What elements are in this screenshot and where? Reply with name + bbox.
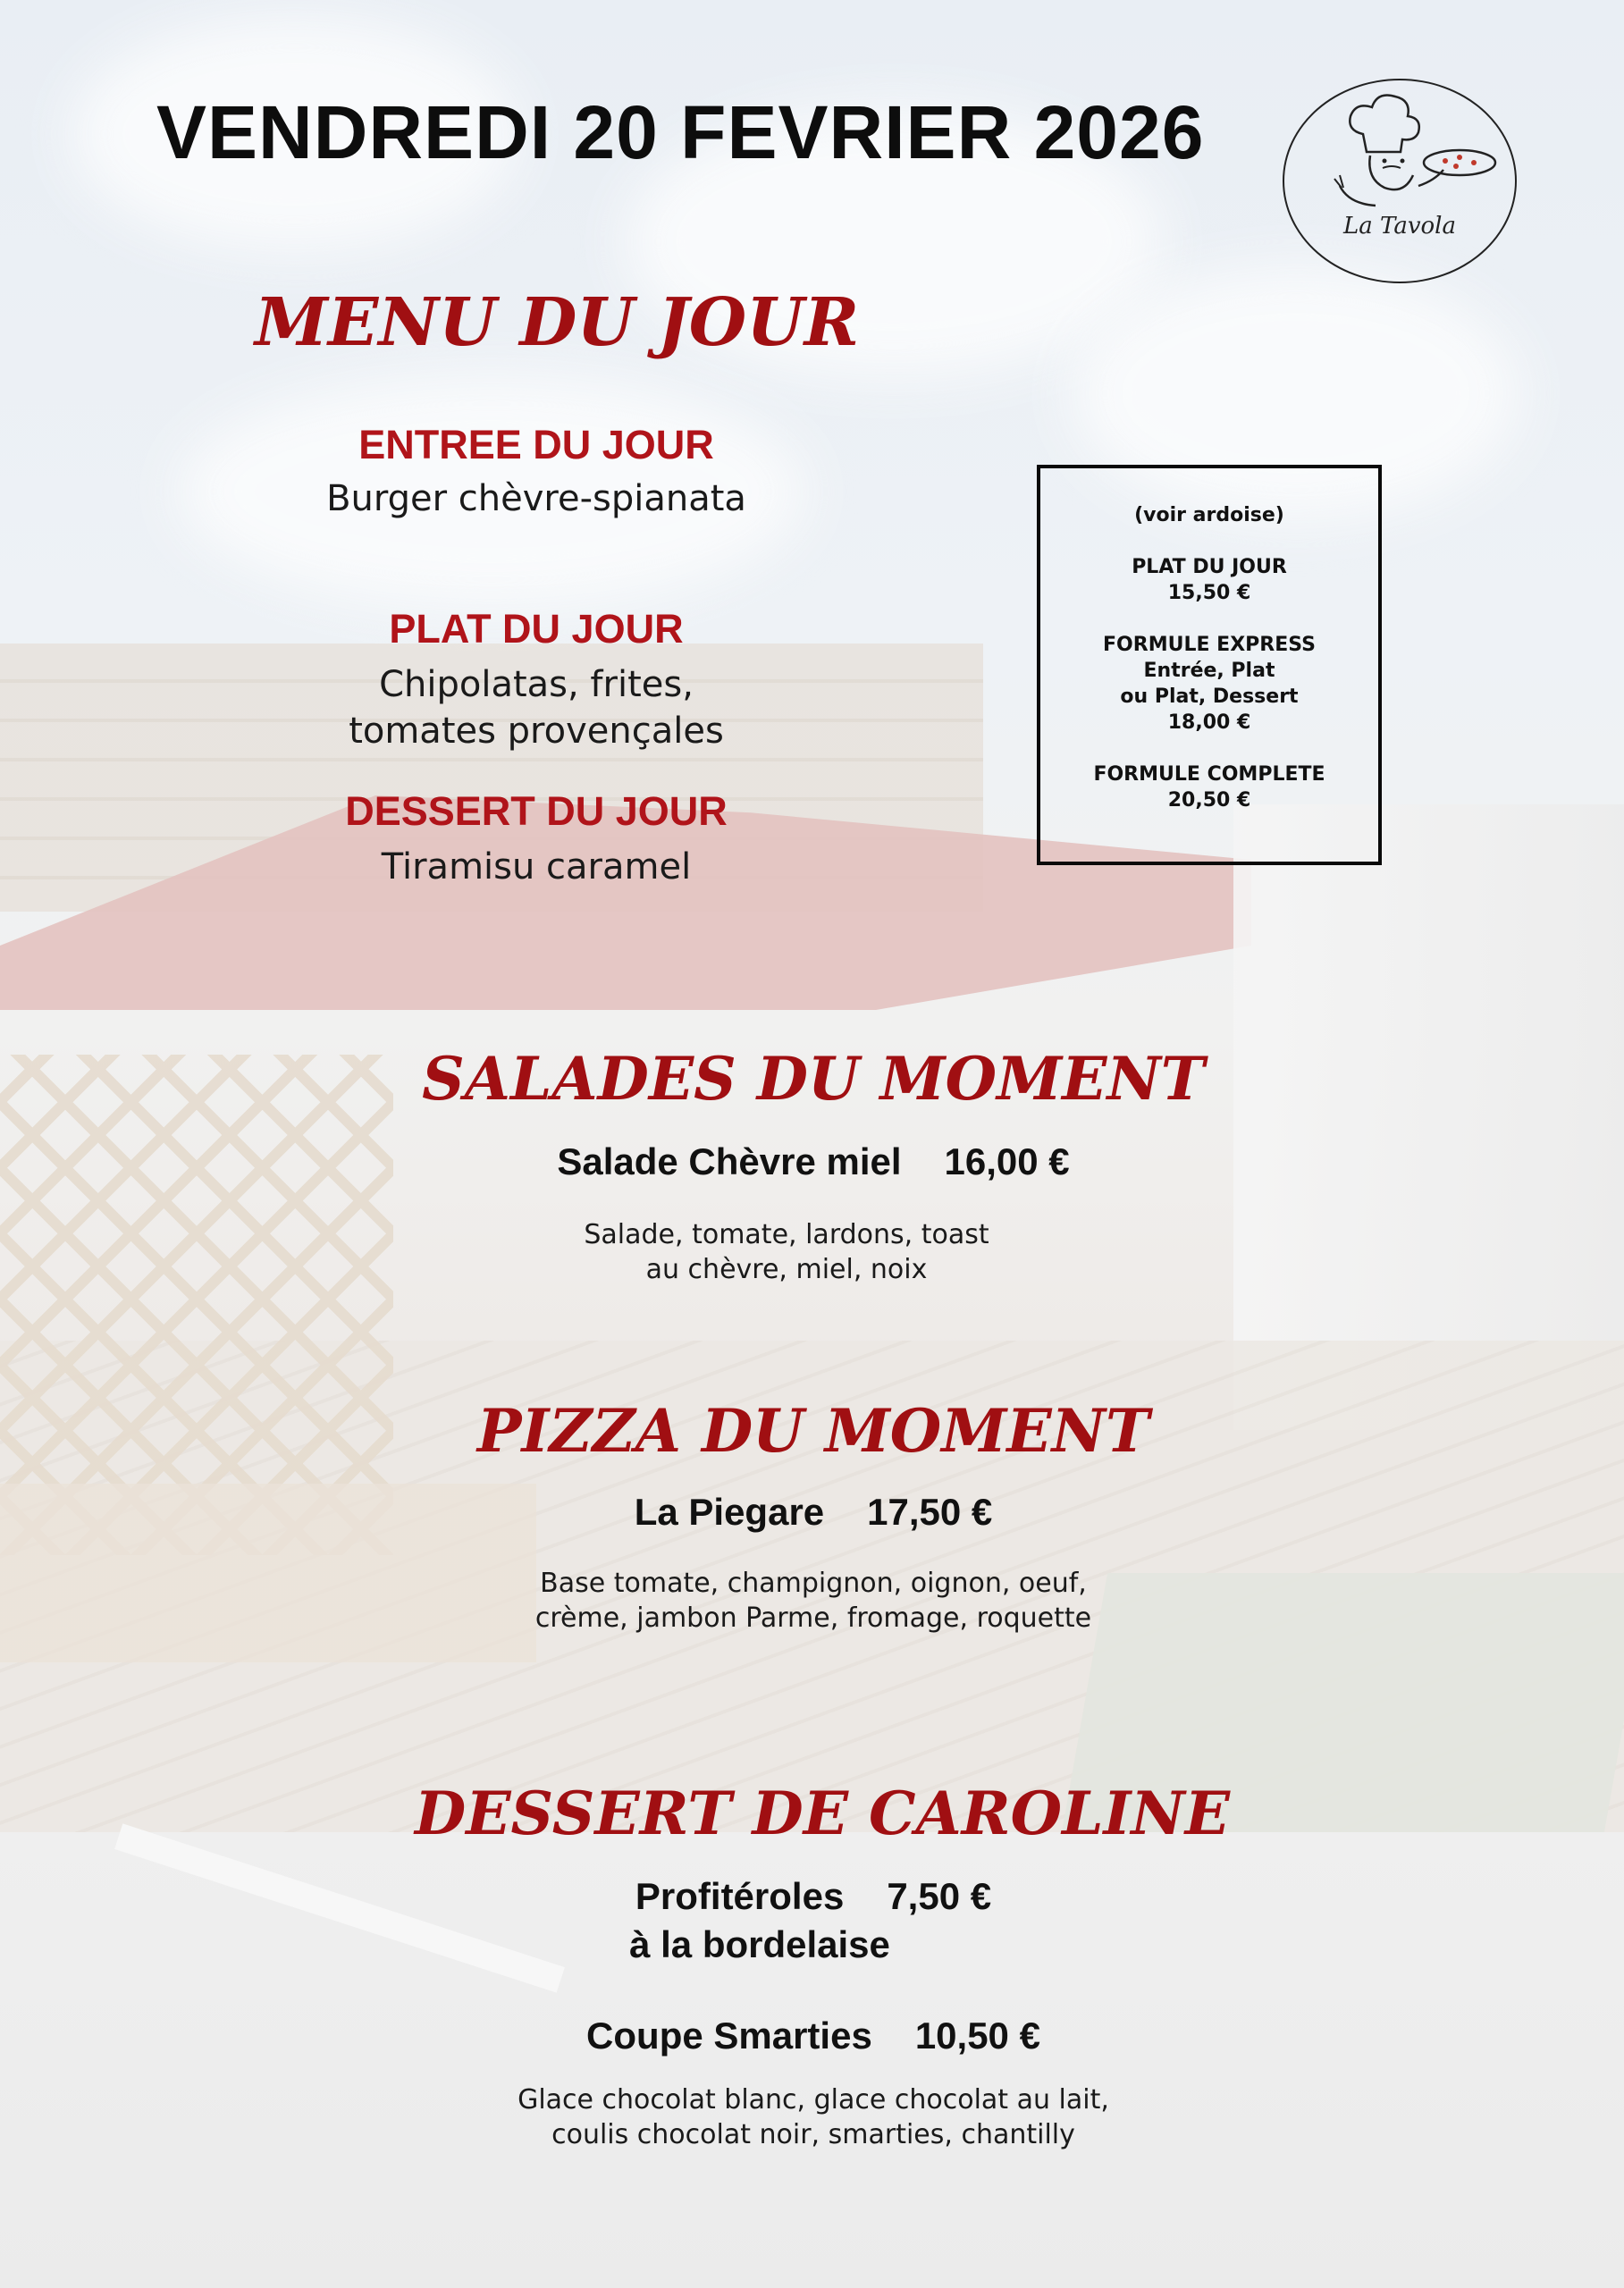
salade-name: Salade Chèvre miel <box>557 1140 902 1182</box>
price-box-complete-price: 20,50 € <box>1167 789 1251 812</box>
dessert-caroline-title: DESSERT DE CAROLINE <box>414 1779 1230 1848</box>
price-box <box>1037 465 1382 865</box>
smarties-description <box>358 2082 1269 2152</box>
plat-item-line1: Chipolatas, frites, <box>379 664 694 705</box>
pizza-price: 17,50 € <box>867 1491 993 1533</box>
price-box-express-line1: Entrée, Plat <box>1143 660 1275 682</box>
salade-desc-line2: au chèvre, miel, noix <box>645 1254 928 1285</box>
price-box-plat-label: PLAT DU JOUR <box>1132 556 1287 578</box>
plat-item-line2: tomates provençales <box>349 711 724 752</box>
dessert-label: DESSERT DU JOUR <box>345 788 728 834</box>
plat-section <box>179 606 894 754</box>
price-box-complete-label: FORMULE COMPLETE <box>1093 763 1325 786</box>
dessert-item: Tiramisu caramel <box>381 846 692 887</box>
profiteroles-subtitle: à la bordelaise <box>629 1923 890 1965</box>
salade-desc-line1: Salade, tomate, lardons, toast <box>584 1219 989 1250</box>
page-date: VENDREDI 20 FEVRIER 2026 <box>156 90 1205 174</box>
pizza-name: La Piegare <box>634 1491 825 1533</box>
menu-du-jour-title: MENU DU JOUR <box>255 284 860 361</box>
smarties-dish <box>358 2015 1269 2057</box>
salade-description <box>358 1217 1216 1287</box>
price-box-plat-price: 15,50 € <box>1167 582 1251 604</box>
entree-label: ENTREE DU JOUR <box>358 422 714 467</box>
pizza-desc-line1: Base tomate, champignon, oignon, oeuf, <box>540 1568 1087 1599</box>
entree-section <box>179 422 894 522</box>
salade-price: 16,00 € <box>944 1140 1070 1182</box>
price-box-express-line2: ou Plat, Dessert <box>1120 686 1299 708</box>
smarties-price: 10,50 € <box>914 2015 1040 2057</box>
logo-text: La Tavola <box>1342 213 1456 240</box>
restaurant-logo <box>1283 79 1517 283</box>
profiteroles-dish <box>358 1875 1269 1918</box>
pizza-title: PIZZA DU MOMENT <box>476 1396 1150 1466</box>
plat-label: PLAT DU JOUR <box>389 606 684 652</box>
smarties-desc-line1: Glace chocolat blanc, glace chocolat au lait, <box>517 2084 1109 2116</box>
salades-title: SALADES DU MOMENT <box>422 1044 1205 1114</box>
entree-item: Burger chèvre-spianata <box>326 478 746 519</box>
pizza-desc-line2: crème, jambon Parme, fromage, roquette <box>534 1602 1092 1634</box>
profiteroles-price: 7,50 € <box>887 1875 992 1917</box>
salade-dish <box>358 1140 1269 1183</box>
price-box-note: (voir ardoise) <box>1134 504 1284 526</box>
smarties-name: Coupe Smarties <box>586 2015 872 2057</box>
profiteroles-name: Profitéroles <box>635 1875 845 1917</box>
smarties-desc-line2: coulis chocolat noir, smarties, chantilly <box>551 2119 1075 2150</box>
price-box-express-price: 18,00 € <box>1167 711 1251 734</box>
dessert-section <box>179 788 894 890</box>
pizza-dish <box>358 1491 1269 1534</box>
price-box-express-label: FORMULE EXPRESS <box>1103 634 1316 656</box>
pizza-description <box>358 1566 1269 1636</box>
chef-pizza-icon <box>1284 80 1515 282</box>
